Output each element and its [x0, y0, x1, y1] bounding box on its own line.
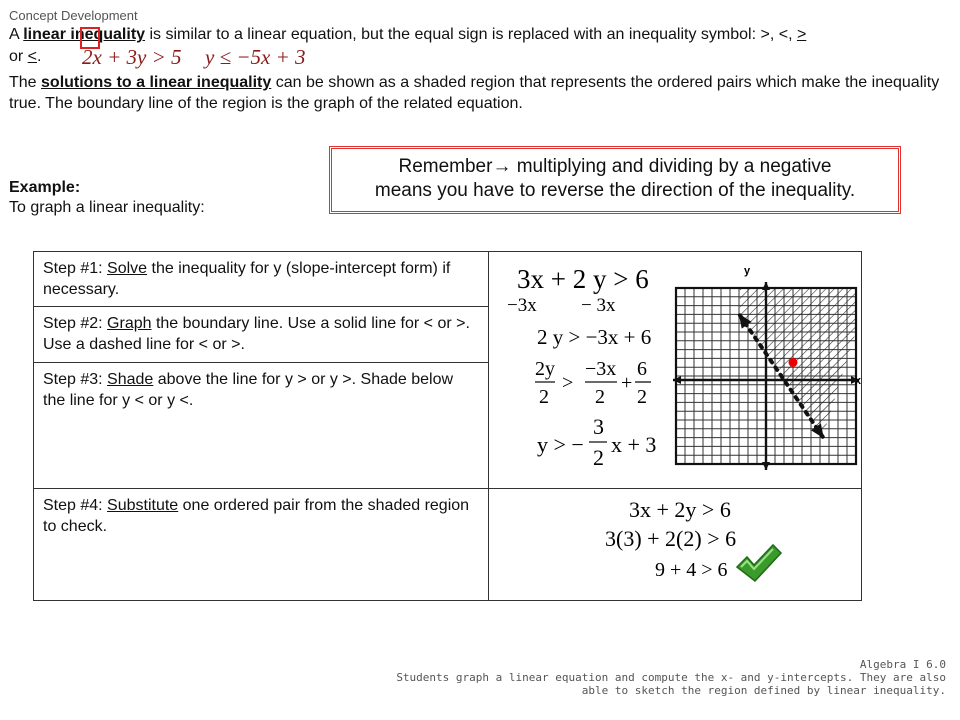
work-graph-cell	[489, 252, 862, 489]
work1-frac1-den: 2	[539, 386, 549, 408]
work1-line5-den: 2	[593, 445, 604, 470]
remember-callout	[329, 146, 901, 214]
work1-line1: 3x + 2 y > 6	[517, 264, 649, 294]
work1-frac3-den: 2	[637, 386, 647, 408]
example-inequality-1: 2x + 3y > 5	[82, 45, 182, 69]
step-1-cell: Step #1: Solve the inequality for y (slope-intercept form) if necessary.	[34, 252, 489, 307]
example-inequality-2: y ≤ −5x + 3	[205, 45, 306, 69]
check-work	[489, 489, 861, 599]
solutions-paragraph: The solutions to a linear inequality can be shown as a shaded region that represents the ordered pairs which make the inequality true. The boundary line of the region is the graph of the related equation.	[9, 74, 940, 112]
work2-line2: 3(3) + 2(2) > 6	[605, 526, 737, 551]
standards-footer: Algebra I 6.0 Students graph a linear equation and compute the x- and y-intercepts. They are also able to sketch the region defined by linear inequality.	[396, 658, 946, 697]
linear-inequality-term: linear inequality	[23, 26, 146, 43]
checkmark-icon	[737, 545, 781, 581]
work1-plus: +	[621, 372, 633, 394]
work1-frac3-num: 6	[637, 358, 647, 380]
work1-line2b: − 3x	[581, 295, 616, 316]
work1-frac2-den: 2	[595, 386, 605, 408]
remember-line-1: Remember→ multiplying and dividing by a negative	[398, 156, 832, 177]
work1-line5-num: 3	[593, 414, 604, 439]
work1-frac2-num: −3x	[585, 358, 617, 380]
work1-line5-left: y > −	[537, 432, 584, 457]
definition-paragraph: A linear inequality is similar to a linear equation, but the equal sign is replaced with an inequality symbol: >, <, >	[9, 26, 807, 43]
step-3-cell: Step #3: Shade above the line for y > or y >. Shade below the line for y < or y <.	[34, 362, 489, 488]
x-axis-label: x	[854, 375, 861, 387]
check-point	[789, 358, 798, 367]
y-axis-label: y	[744, 265, 751, 277]
definition-continued: or <.	[9, 48, 42, 65]
solutions-term: solutions to a linear inequality	[41, 74, 272, 91]
step-4-cell: Step #4: Substitute one ordered pair from the shaded region to check.	[34, 489, 489, 601]
work1-frac1-num: 2y	[535, 358, 555, 380]
work1-gt: >	[562, 372, 574, 394]
step-2-cell: Step #2: Graph the boundary line. Use a solid line for < or >. Use a dashed line for < or >.	[34, 307, 489, 362]
work2-line1: 3x + 2y > 6	[629, 497, 731, 522]
check-work-cell	[489, 489, 862, 601]
solve-work-and-graph	[489, 252, 861, 488]
example-heading: Example: To graph a linear inequality:	[9, 179, 205, 216]
work1-line3: 2 y > −3x + 6	[537, 325, 652, 349]
steps-table	[33, 251, 862, 601]
remember-line-2: means you have to reverse the direction of the inequality.	[374, 180, 856, 201]
section-label: Concept Development	[9, 8, 138, 23]
y-axis-arrow-up	[762, 282, 770, 290]
work2-line3: 9 + 4 > 6	[655, 559, 728, 581]
work1-line2a: −3x	[507, 295, 537, 316]
y-axis-arrow-down	[762, 462, 770, 470]
work1-line5-right: x + 3	[611, 432, 657, 457]
